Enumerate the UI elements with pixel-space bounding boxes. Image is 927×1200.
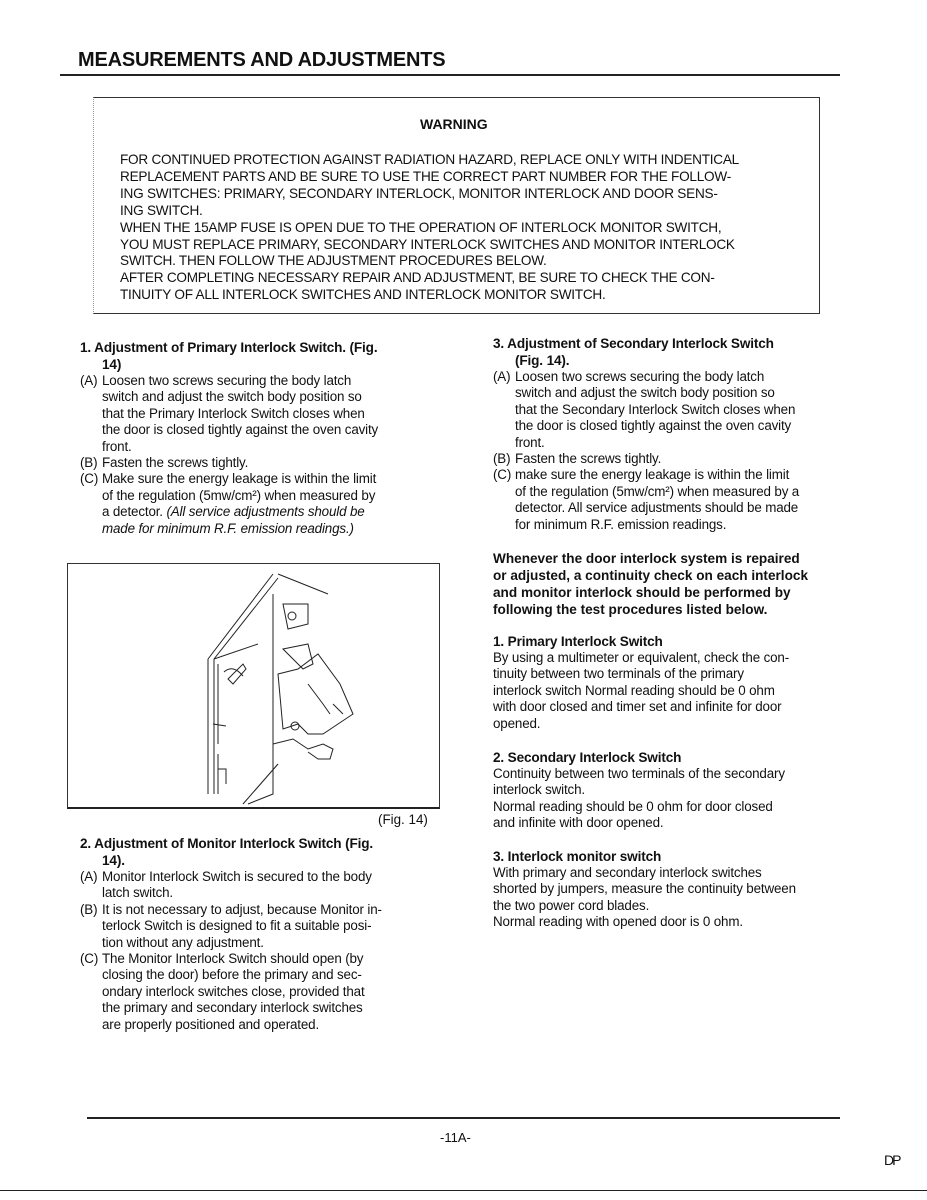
step-label: (C) (80, 951, 99, 967)
text-line: interlock switch Normal reading should be 0 ohm (493, 682, 775, 698)
text-line: 1. Adjustment of Primary Interlock Switch. (Fig. (80, 340, 378, 355)
step-label: (C) (493, 467, 512, 483)
text-line: Loosen two screws securing the body latch (515, 369, 765, 384)
figure-14 (67, 563, 440, 809)
text-line: the door is closed tightly against the oven cavity (102, 422, 379, 438)
text-line: front. (515, 434, 545, 450)
step-label: (A) (80, 373, 98, 388)
text-line: terlock Switch is designed to fit a suitable posi- (102, 918, 372, 934)
text-line: the primary and secondary interlock switches (102, 1000, 363, 1016)
step-label: (B) (80, 901, 98, 917)
text-line: with door closed and timer set and infinite for door (493, 699, 782, 715)
text-line (102, 504, 450, 520)
text-line: latch switch. (102, 885, 173, 901)
page-number: -11A- (440, 1130, 471, 1145)
text-line: (Fig. 14). (515, 353, 570, 368)
footer-rule (87, 1117, 840, 1119)
text-line: Normal reading with opened door is 0 ohm. (493, 914, 743, 930)
corner-mark: DP (884, 1152, 900, 1168)
door-latch-illustration (68, 564, 439, 807)
figure-caption: (Fig. 14) (378, 812, 428, 827)
test-heading: 3. Interlock monitor switch (493, 849, 662, 864)
text-line: ondary interlock switches close, provided that (102, 983, 365, 999)
text-line: The Monitor Interlock Switch should open (by (102, 951, 364, 967)
text-line: Normal reading should be 0 ohm for door closed (493, 798, 773, 814)
text-line: shorted by jumpers, measure the continuity between (493, 881, 796, 897)
text-line: REPLACEMENT PARTS AND BE SURE TO USE THE CORRECT PART NUMBER FOR THE FOLLOW- (120, 168, 731, 184)
text-line: It is not necessary to adjust, because Monitor in- (102, 901, 382, 917)
text-line: ING SWITCH. (120, 202, 203, 218)
section-secondary-adjustment (493, 335, 853, 533)
step-item (80, 902, 450, 951)
section-heading (493, 335, 853, 369)
text-line: Make sure the energy leakage is within the limit (102, 471, 377, 487)
text-line: With primary and secondary interlock switches (493, 865, 762, 880)
text-line: front. (102, 438, 132, 454)
text-line: or adjusted, a continuity check on each interlock (493, 568, 808, 583)
text-line (102, 521, 450, 537)
text-segment: a detector. (102, 504, 167, 520)
step-item (80, 455, 450, 471)
text-line: interlock switch. (493, 782, 585, 798)
text-line: the door is closed tightly against the oven cavity (515, 418, 792, 434)
text-line: the two power cord blades. (493, 897, 650, 913)
section-heading (80, 339, 450, 373)
text-line: tion without any adjustment. (102, 934, 264, 950)
text-line: TINUITY OF ALL INTERLOCK SWITCHES AND INTERLOCK MONITOR SWITCH. (120, 287, 606, 303)
text-line: following the test procedures listed below. (493, 602, 768, 617)
test-secondary-switch (493, 749, 785, 832)
text-line: Monitor Interlock Switch is secured to the body (102, 869, 372, 884)
title-rule (60, 74, 840, 76)
text-line: that the Primary Interlock Switch closes when (102, 405, 365, 421)
step-item (493, 369, 853, 451)
section-monitor-adjustment (80, 835, 450, 1033)
text-line: Fasten the screws tightly. (515, 451, 662, 467)
step-item (80, 951, 450, 1033)
text-line: and infinite with door opened. (493, 815, 664, 831)
text-line: detector. All service adjustments should be made (515, 500, 799, 516)
text-line: tinuity between two terminals of the primary (493, 666, 744, 682)
text-line: switch and adjust the switch body position so (102, 389, 362, 405)
text-line: and monitor interlock should be performed by (493, 585, 791, 600)
text-line: Fasten the screws tightly. (102, 455, 249, 471)
text-line: are properly positioned and operated. (102, 1016, 320, 1032)
step-label: (B) (493, 451, 511, 467)
text-line: WHEN THE 15AMP FUSE IS OPEN DUE TO THE OPERATION OF INTERLOCK MONITOR SWITCH, (120, 219, 722, 235)
warning-heading: WARNING (420, 116, 488, 132)
step-item (80, 373, 450, 455)
text-line: ING SWITCHES: PRIMARY, SECONDARY INTERLOCK, MONITOR INTERLOCK AND DOOR SENS- (120, 185, 718, 201)
step-label: (C) (80, 471, 99, 487)
step-item (493, 467, 853, 533)
text-line: By using a multimeter or equivalent, check the con- (493, 650, 790, 665)
step-item (80, 869, 450, 902)
step-label: (B) (80, 455, 98, 471)
test-heading: 2. Secondary Interlock Switch (493, 750, 682, 765)
text-segment: (All service adjustments should be (166, 504, 365, 520)
text-line: 2. Adjustment of Monitor Interlock Switch (Fig. (80, 836, 374, 851)
section-primary-adjustment (80, 339, 450, 537)
text-line: 14) (102, 357, 122, 372)
text-line: AFTER COMPLETING NECESSARY REPAIR AND ADJUSTMENT, BE SURE TO CHECK THE CON- (120, 270, 715, 286)
test-heading: 1. Primary Interlock Switch (493, 634, 663, 649)
section-heading (80, 835, 450, 869)
text-line: of the regulation (5mw/cm²) when measured by a (515, 483, 800, 499)
text-line: that the Secondary Interlock Switch closes when (515, 401, 796, 417)
warning-text (120, 152, 739, 304)
text-line: Whenever the door interlock system is repaired (493, 551, 800, 566)
text-line: Continuity between two terminals of the secondary (493, 766, 785, 781)
bottom-rule (0, 1190, 927, 1191)
text-segment: made for minimum R.F. emission readings.) (102, 520, 354, 536)
text-line: Loosen two screws securing the body latch (102, 373, 352, 388)
continuity-check-note (493, 550, 808, 618)
test-monitor-switch (493, 848, 796, 931)
step-item (80, 471, 450, 537)
step-label: (A) (493, 369, 511, 384)
text-line: 3. Adjustment of Secondary Interlock Switch (493, 336, 774, 351)
text-line: FOR CONTINUED PROTECTION AGAINST RADIATION HAZARD, REPLACE ONLY WITH INDENTICAL (120, 152, 739, 167)
step-label: (A) (80, 869, 98, 884)
text-line: opened. (493, 715, 541, 731)
text-line: 14). (102, 853, 125, 868)
text-line: for minimum R.F. emission readings. (515, 516, 727, 532)
text-line: YOU MUST REPLACE PRIMARY, SECONDARY INTERLOCK SWITCHES AND MONITOR INTERLOCK (120, 236, 735, 252)
text-line: SWITCH. THEN FOLLOW THE ADJUSTMENT PROCEDURES BELOW. (120, 253, 547, 269)
text-line: switch and adjust the switch body position so (515, 385, 775, 401)
text-line: of the regulation (5mw/cm²) when measured by (102, 487, 376, 503)
test-primary-switch (493, 633, 789, 732)
text-line: make sure the energy leakage is within the limit (515, 467, 790, 483)
text-line: closing the door) before the primary and sec- (102, 967, 362, 983)
step-item (493, 451, 853, 467)
page-title: MEASUREMENTS AND ADJUSTMENTS (78, 49, 446, 71)
